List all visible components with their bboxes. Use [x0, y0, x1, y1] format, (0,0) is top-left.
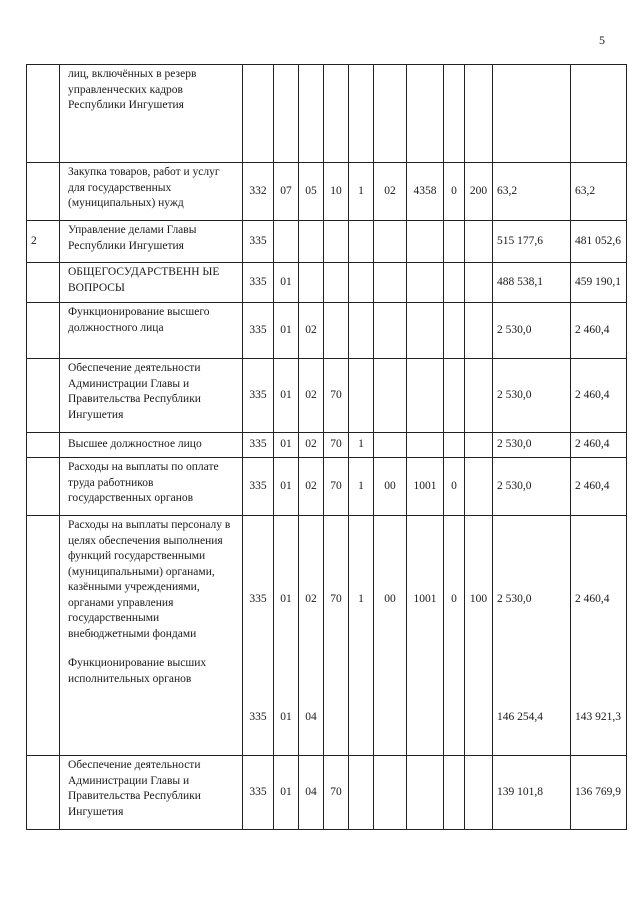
code-cell: [444, 756, 465, 830]
code-cell: [407, 65, 444, 163]
code-cell: [465, 65, 493, 163]
page-number: 5: [599, 33, 605, 47]
value-cell: 2 460,4: [571, 458, 627, 516]
row-name: Расходы на выплаты по оплате труда работников государственных органов: [60, 458, 243, 516]
code-cell: 200: [465, 163, 493, 221]
code-cell: 0: [444, 163, 465, 221]
code-cell: 0: [444, 516, 465, 756]
value-cell: 2 530,0: [493, 433, 571, 458]
value-cell: [571, 65, 627, 163]
code-cell: [407, 359, 444, 433]
value-cell: 488 538,1: [493, 263, 571, 303]
code-cell: 335: [243, 359, 274, 433]
code-cell: [374, 756, 407, 830]
code-cell: [324, 221, 349, 263]
code-cell: [349, 65, 374, 163]
table-row: [27, 756, 627, 830]
row-number: [27, 263, 60, 303]
code-cell: 1: [349, 433, 374, 458]
row-number: [27, 516, 60, 756]
row-number: [27, 756, 60, 830]
value-cell: 2 530,0: [493, 458, 571, 516]
code-cell: [349, 221, 374, 263]
row-number: [27, 433, 60, 458]
code-cell: 1001: [407, 516, 444, 756]
row-number: [27, 359, 60, 433]
code-cell: 01: [274, 263, 299, 303]
code-cell: 02 04: [299, 516, 324, 756]
value-cell: 2 530,0: [493, 303, 571, 359]
code-cell: 04: [299, 756, 324, 830]
code-cell: [465, 756, 493, 830]
code-cell: 70: [324, 433, 349, 458]
row-name: Обеспечение деятельности Администрации Главы и Правительства Республики Ингушетия: [60, 756, 243, 830]
code-cell: 70: [324, 516, 349, 756]
code-cell: [374, 221, 407, 263]
code-cell: 335: [243, 303, 274, 359]
table-row: [27, 359, 627, 433]
code-cell: [274, 65, 299, 163]
code-cell: [444, 263, 465, 303]
code-cell: 02: [299, 433, 324, 458]
code-cell: 01 01: [274, 516, 299, 756]
row-number: [27, 303, 60, 359]
row-name: Высшее должностное лицо: [60, 433, 243, 458]
code-cell: 0: [444, 458, 465, 516]
value-cell: 63,2: [571, 163, 627, 221]
code-cell: [444, 433, 465, 458]
code-cell: 335 335: [243, 516, 274, 756]
table-row: [27, 263, 627, 303]
value-cell: 136 769,9: [571, 756, 627, 830]
row-number: [27, 65, 60, 163]
value-cell: 2 530,0 146 254,4: [493, 516, 571, 756]
code-cell: [374, 263, 407, 303]
row-name-main: Расходы на выплаты персоналу в целях обеспечения выполнения функций государственными (муниципальными) органами, казёнными учреждениями, органами управления государственными внебюджетными фондами: [68, 519, 231, 640]
code-cell: [324, 65, 349, 163]
value-cell: 2 460,4: [571, 433, 627, 458]
code-cell: [349, 263, 374, 303]
value-cell: 515 177,6: [493, 221, 571, 263]
table-row: [27, 163, 627, 221]
code-cell: [374, 359, 407, 433]
code-cell: 01: [274, 359, 299, 433]
code-cell: 07: [274, 163, 299, 221]
code-cell: 02: [299, 458, 324, 516]
code-cell: [407, 303, 444, 359]
code-cell: [349, 756, 374, 830]
code-cell: 05: [299, 163, 324, 221]
row-name: Функционирование высшего должностного лица: [60, 303, 243, 359]
code-cell: [407, 263, 444, 303]
code-cell: 01: [274, 756, 299, 830]
code-cell: 1: [349, 516, 374, 756]
code-cell: [324, 303, 349, 359]
code-cell: [465, 458, 493, 516]
table-row: [27, 221, 627, 263]
code-cell: 01: [274, 303, 299, 359]
code-cell: 10: [324, 163, 349, 221]
code-cell: [374, 433, 407, 458]
code-cell: [274, 221, 299, 263]
code-cell: 02: [299, 359, 324, 433]
row-number: 2: [27, 221, 60, 263]
value-cell: 2 460,4: [571, 359, 627, 433]
code-cell: [407, 433, 444, 458]
code-cell: 00: [374, 516, 407, 756]
code-cell: [407, 756, 444, 830]
table-row: [27, 516, 627, 756]
code-cell: [374, 303, 407, 359]
code-cell: [374, 65, 407, 163]
code-cell: [465, 433, 493, 458]
code-cell: 335: [243, 221, 274, 263]
code-cell: [465, 263, 493, 303]
budget-table: [26, 64, 627, 830]
code-cell: 70: [324, 359, 349, 433]
row-number: [27, 163, 60, 221]
value-cell: 2 460,4 143 921,3: [571, 516, 627, 756]
table-row: [27, 65, 627, 163]
code-cell: 1001: [407, 458, 444, 516]
code-cell: [299, 263, 324, 303]
code-cell: [299, 221, 324, 263]
row-name: [60, 516, 243, 756]
value-cell: 459 190,1: [571, 263, 627, 303]
row-number: [27, 458, 60, 516]
code-cell: [299, 65, 324, 163]
row-name: лиц, включённых в резерв управленческих кадров Республики Ингушетия: [60, 65, 243, 163]
code-cell: [243, 65, 274, 163]
code-cell: [444, 303, 465, 359]
code-cell: [444, 65, 465, 163]
code-cell: 4358: [407, 163, 444, 221]
code-cell: 1: [349, 163, 374, 221]
row-name: ОБЩЕГОСУДАРСТВЕНН ЫЕ ВОПРОСЫ: [60, 263, 243, 303]
code-cell: [324, 263, 349, 303]
value-cell: 63,2: [493, 163, 571, 221]
value-cell: [493, 65, 571, 163]
row-name-sub: Функционирование высших исполнительных органов: [68, 657, 207, 685]
table-row: [27, 303, 627, 359]
code-cell: [349, 303, 374, 359]
table-row: [27, 458, 627, 516]
code-cell: 335: [243, 433, 274, 458]
code-cell: 1: [349, 458, 374, 516]
code-cell: 332: [243, 163, 274, 221]
code-cell: [465, 303, 493, 359]
value-cell: 2 460,4: [571, 303, 627, 359]
code-cell: 02: [299, 303, 324, 359]
value-cell: 2 530,0: [493, 359, 571, 433]
code-cell: 01: [274, 458, 299, 516]
code-cell: 70: [324, 458, 349, 516]
code-cell: [444, 221, 465, 263]
code-cell: [465, 221, 493, 263]
code-cell: [349, 359, 374, 433]
code-cell: 335: [243, 458, 274, 516]
code-cell: 00: [374, 458, 407, 516]
code-cell: 100: [465, 516, 493, 756]
code-cell: [465, 359, 493, 433]
code-cell: 01: [274, 433, 299, 458]
table-row: [27, 433, 627, 458]
code-cell: 02: [374, 163, 407, 221]
value-cell: 139 101,8: [493, 756, 571, 830]
code-cell: [444, 359, 465, 433]
code-cell: 70: [324, 756, 349, 830]
row-name: Обеспечение деятельности Администрации Главы и Правительства Республики Ингушетия: [60, 359, 243, 433]
code-cell: 335: [243, 263, 274, 303]
code-cell: [407, 221, 444, 263]
row-name: Закупка товаров, работ и услуг для государственных (муниципальных) нужд: [60, 163, 243, 221]
row-name: Управление делами Главы Республики Ингушетия: [60, 221, 243, 263]
code-cell: 335: [243, 756, 274, 830]
value-cell: 481 052,6: [571, 221, 627, 263]
